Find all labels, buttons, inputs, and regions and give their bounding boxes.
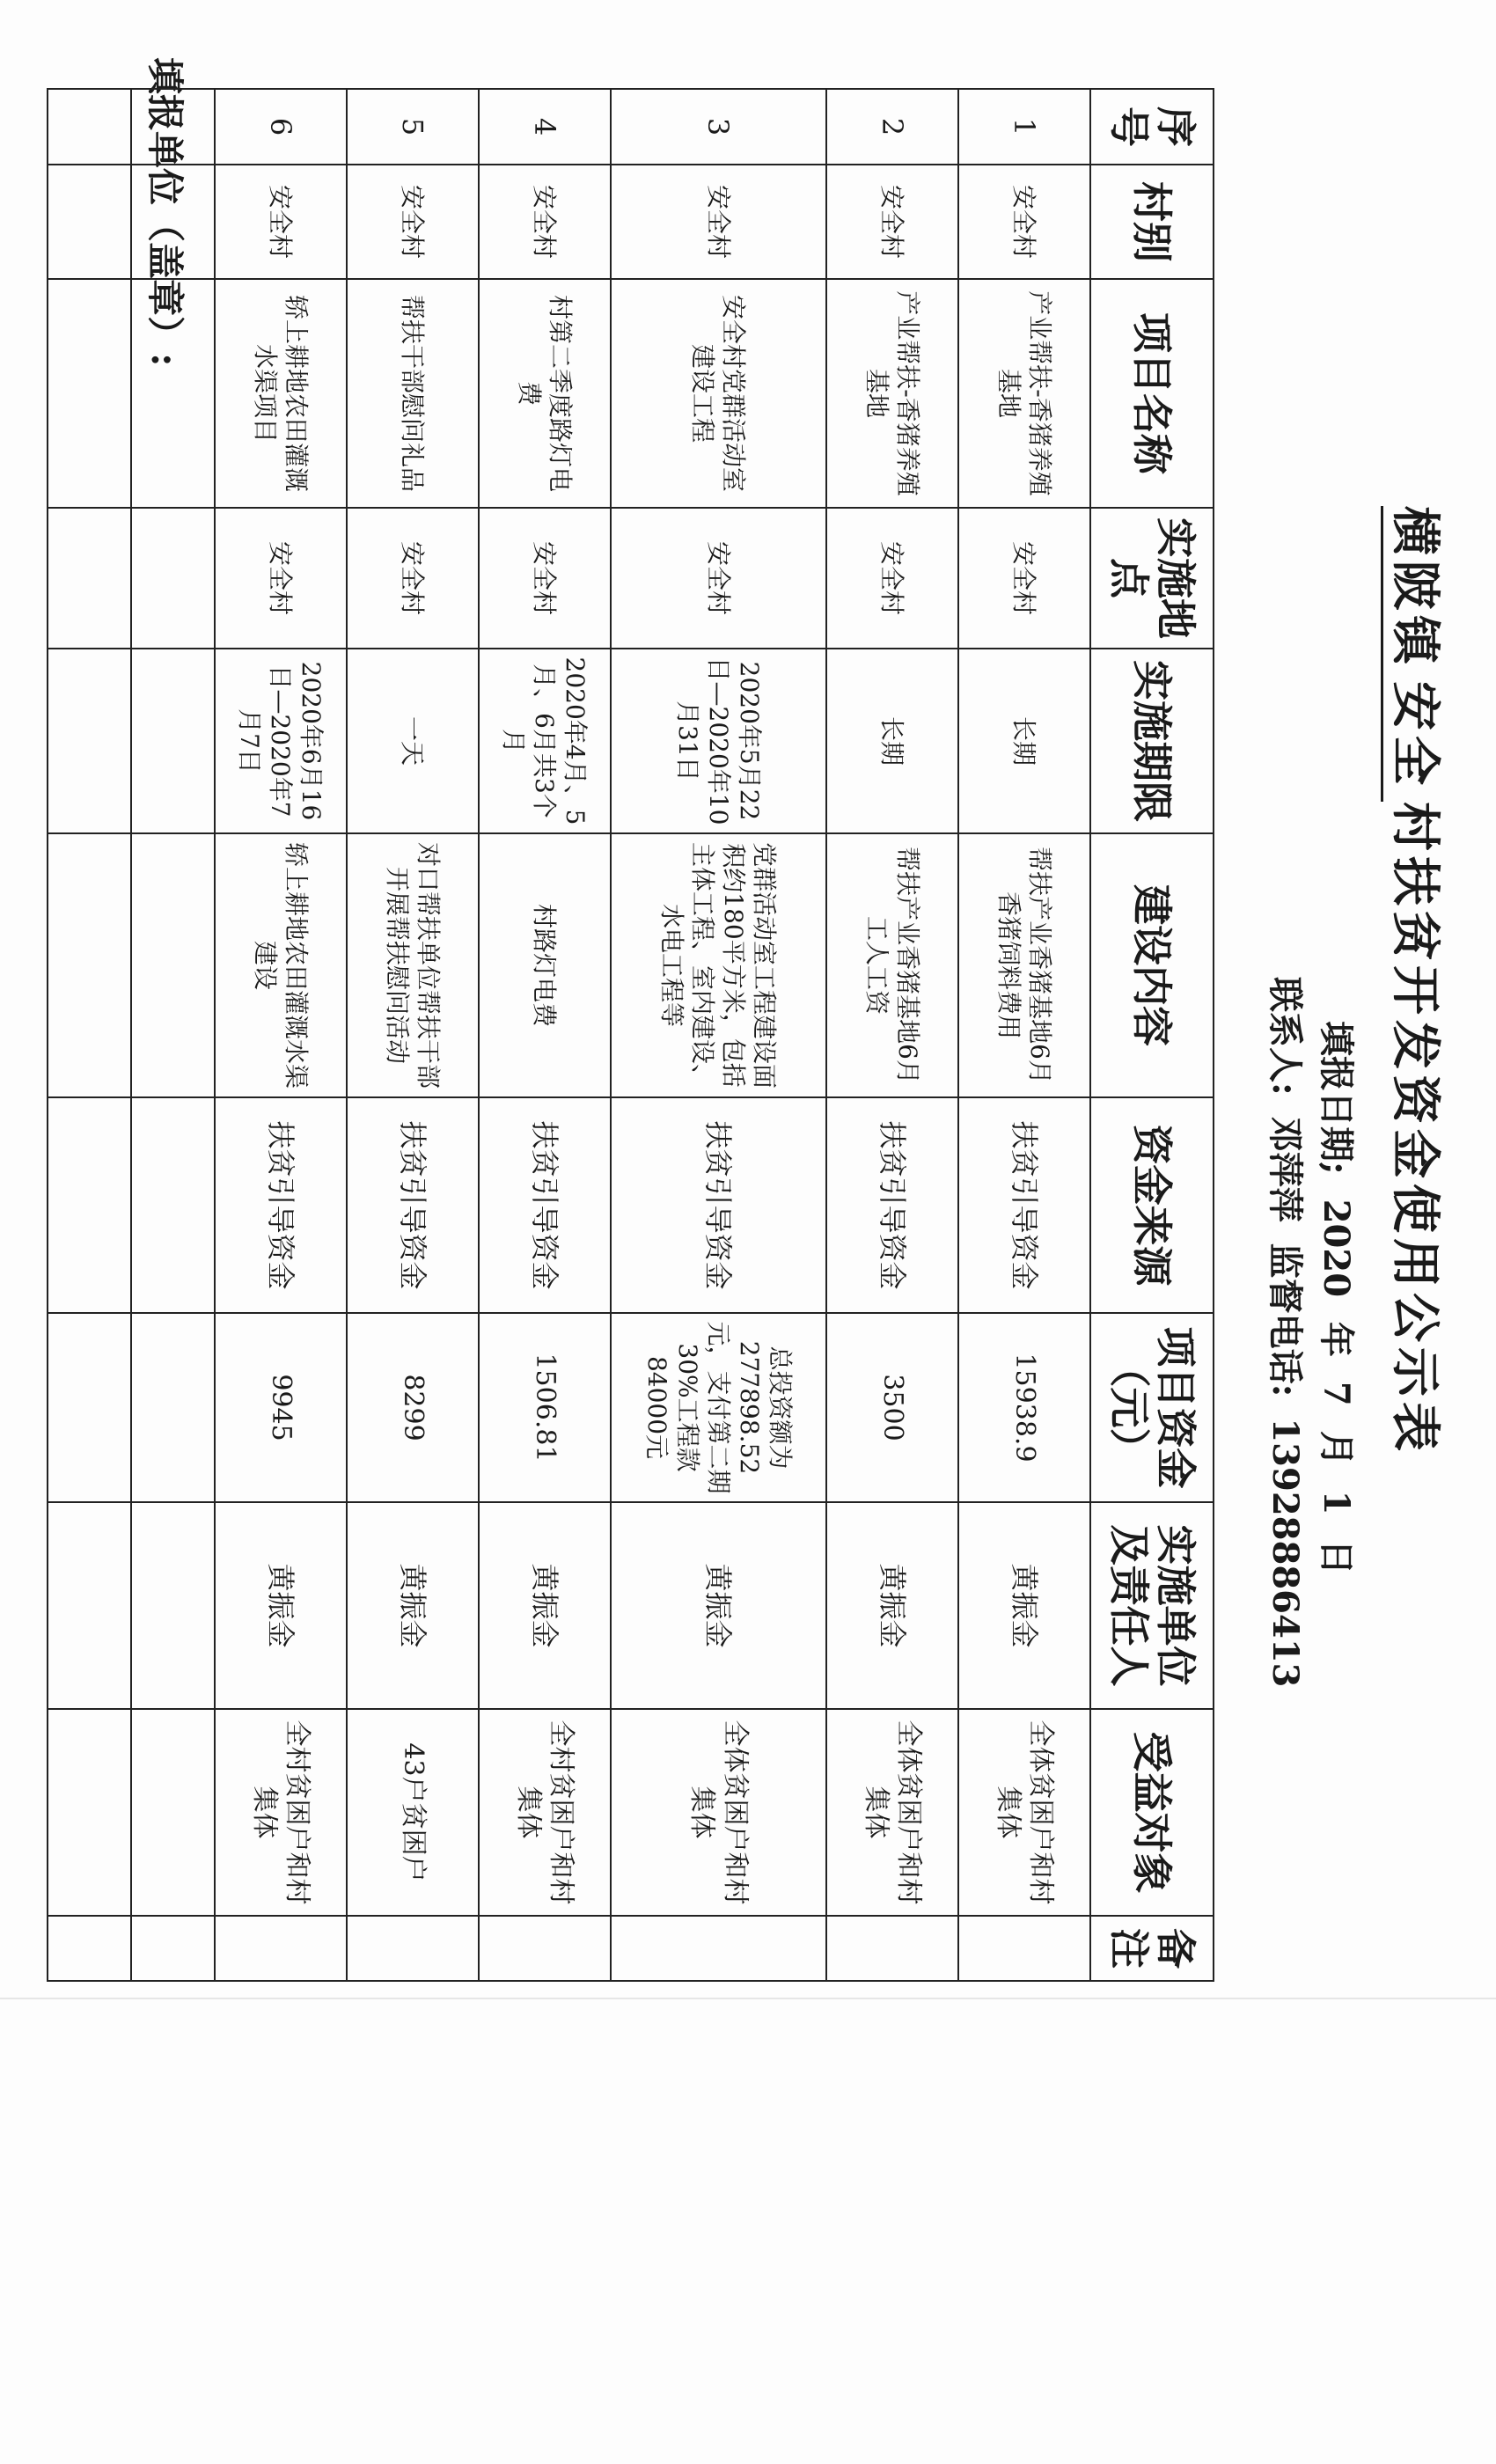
- empty-cell: [48, 279, 131, 508]
- cell-remark: [479, 1916, 611, 1981]
- cell-content: 轿上耕地农田灌溉水渠建设: [215, 833, 347, 1097]
- empty-cell: [48, 1097, 131, 1313]
- cell-village: 安全村: [215, 165, 347, 279]
- empty-cell: [131, 89, 215, 165]
- cell-location: 安全村: [826, 508, 958, 649]
- cell-beneficiary: 全村贫困户和村集体: [479, 1709, 611, 1916]
- report-date-line: [1314, 1021, 1364, 1587]
- cell-index: 1: [958, 89, 1090, 165]
- header-index: 序号: [1090, 89, 1214, 165]
- cell-index: 2: [826, 89, 958, 165]
- cell-period: 2020年4月、5月、6月共3个月: [479, 649, 611, 833]
- header-remark: 备注: [1090, 1916, 1214, 1981]
- table-row-empty: [48, 89, 131, 1981]
- cell-village: 安全村: [611, 165, 826, 279]
- report-date-month: 7: [1316, 1381, 1357, 1406]
- cell-village: 安全村: [958, 165, 1090, 279]
- table-row-empty: [131, 89, 215, 1981]
- phone-number: 13928886413: [1265, 1418, 1306, 1688]
- header-beneficiary: 受益对象: [1090, 1709, 1214, 1916]
- cell-beneficiary: 43户贫困户: [347, 1709, 479, 1916]
- cell-period: 2020年6月16日—2020年7月7日: [215, 649, 347, 833]
- empty-cell: [131, 279, 215, 508]
- report-date-day: 1: [1316, 1490, 1357, 1515]
- empty-cell: [48, 649, 131, 833]
- cell-index: 6: [215, 89, 347, 165]
- contact-name: 邓萍萍: [1265, 1116, 1306, 1222]
- cell-funds: 扶贫引导资金: [958, 1097, 1090, 1313]
- contact-label: 联系人:: [1265, 977, 1306, 1096]
- empty-cell: [131, 1916, 215, 1981]
- cell-responsible: 黄振金: [347, 1502, 479, 1709]
- cell-beneficiary: 全村贫困户和村集体: [215, 1709, 347, 1916]
- empty-cell: [131, 1313, 215, 1502]
- header-funds: 资金来源: [1090, 1097, 1214, 1313]
- empty-cell: [131, 833, 215, 1097]
- cell-content: 党群活动室工程建设面积约180平方米，包括主体工程、室内建设、水电工程等: [611, 833, 826, 1097]
- empty-cell: [48, 1313, 131, 1502]
- cell-amount: 15938.9: [958, 1313, 1090, 1502]
- cell-funds: 扶贫引导资金: [479, 1097, 611, 1313]
- cell-village: 安全村: [479, 165, 611, 279]
- cell-project: 村第二季度路灯电费: [479, 279, 611, 508]
- cell-remark: [347, 1916, 479, 1981]
- table-row: [958, 89, 1090, 1981]
- cell-funds: 扶贫引导资金: [611, 1097, 826, 1313]
- empty-cell: [48, 1916, 131, 1981]
- header-period: 实施期限: [1090, 649, 1214, 833]
- empty-cell: [131, 508, 215, 649]
- cell-amount: 9945: [215, 1313, 347, 1502]
- header-content: 建设内容: [1090, 833, 1214, 1097]
- title-suffix: 村扶贫开发资金使用公示表: [1386, 802, 1444, 1456]
- empty-cell: [48, 165, 131, 279]
- cell-beneficiary: 全体贫困户和村集体: [826, 1709, 958, 1916]
- cell-project: 轿上耕地农田灌溉水渠项目: [215, 279, 347, 508]
- cell-beneficiary: 全体贫困户和村集体: [958, 1709, 1090, 1916]
- cell-remark: [215, 1916, 347, 1981]
- empty-cell: [48, 1709, 131, 1916]
- table-row: [215, 89, 347, 1981]
- cell-remark: [611, 1916, 826, 1981]
- cell-amount: 3500: [826, 1313, 958, 1502]
- cell-funds: 扶贫引导资金: [826, 1097, 958, 1313]
- header-responsible: 实施单位及责任人: [1090, 1502, 1214, 1709]
- cell-index: 3: [611, 89, 826, 165]
- header-amount: 项目资金（元）: [1090, 1313, 1214, 1502]
- empty-cell: [131, 1709, 215, 1916]
- cell-project: 产业帮扶-香猪养殖基地: [958, 279, 1090, 508]
- cell-period: 一天: [347, 649, 479, 833]
- header-location: 实施地点: [1090, 508, 1214, 649]
- cell-village: 安全村: [826, 165, 958, 279]
- cell-remark: [958, 1916, 1090, 1981]
- cell-amount: 总投资额为277898.52元，支付第二期30%工程款84000元: [611, 1313, 826, 1502]
- cell-location: 安全村: [479, 508, 611, 649]
- empty-cell: [48, 1502, 131, 1709]
- table-row: [611, 89, 826, 1981]
- cell-responsible: 黄振金: [479, 1502, 611, 1709]
- funds-disclosure-table: [47, 88, 1214, 1982]
- contact-line: [1263, 977, 1313, 1697]
- empty-cell: [131, 1502, 215, 1709]
- cell-project: 帮扶干部慰问礼品: [347, 279, 479, 508]
- empty-cell: [131, 649, 215, 833]
- phone-label: 监督电话:: [1265, 1243, 1306, 1397]
- cell-village: 安全村: [347, 165, 479, 279]
- cell-location: 安全村: [958, 508, 1090, 649]
- table-row: [826, 89, 958, 1981]
- title-town: 横陂镇: [1381, 506, 1454, 670]
- cell-responsible: 黄振金: [826, 1502, 958, 1709]
- cell-project: 产业帮扶-香猪养殖基地: [826, 279, 958, 508]
- empty-cell: [48, 89, 131, 165]
- cell-index: 5: [347, 89, 479, 165]
- table-row: [479, 89, 611, 1981]
- cell-amount: 8299: [347, 1313, 479, 1502]
- cell-funds: 扶贫引导资金: [215, 1097, 347, 1313]
- cell-responsible: 黄振金: [611, 1502, 826, 1709]
- empty-cell: [48, 833, 131, 1097]
- cell-content: 帮扶产业香猪基地6月工人工资: [826, 833, 958, 1097]
- reporting-unit-label: 填报单位（盖章）:: [143, 57, 187, 367]
- cell-content: 帮扶产业香猪基地6月香猪饲料费用: [958, 833, 1090, 1097]
- report-date-label: 填报日期;: [1316, 1021, 1357, 1175]
- cell-funds: 扶贫引导资金: [347, 1097, 479, 1313]
- cell-period: 长期: [958, 649, 1090, 833]
- header-project: 项目名称: [1090, 279, 1214, 508]
- report-date-day-unit: 日: [1316, 1539, 1357, 1575]
- cell-content: 村路灯电费: [479, 833, 611, 1097]
- cell-amount: 1506.81: [479, 1313, 611, 1502]
- cell-project: 安全村党群活动室建设工程: [611, 279, 826, 508]
- cell-responsible: 黄振金: [958, 1502, 1090, 1709]
- empty-cell: [131, 1097, 215, 1313]
- cell-responsible: 黄振金: [215, 1502, 347, 1709]
- cell-index: 4: [479, 89, 611, 165]
- empty-cell: [48, 508, 131, 649]
- report-date-year-unit: 年: [1316, 1321, 1357, 1357]
- cell-location: 安全村: [611, 508, 826, 649]
- table-row: [347, 89, 479, 1981]
- page-title: [1381, 0, 1454, 1962]
- cell-remark: [826, 1916, 958, 1981]
- cell-content: 对口帮扶单位帮扶干部开展帮扶慰问活动: [347, 833, 479, 1097]
- header-village: 村别: [1090, 165, 1214, 279]
- title-village: 安全: [1381, 670, 1454, 802]
- cell-location: 安全村: [347, 508, 479, 649]
- report-date-month-unit: 月: [1316, 1430, 1357, 1466]
- empty-cell: [131, 165, 215, 279]
- cell-location: 安全村: [215, 508, 347, 649]
- report-date-year: 2020: [1316, 1199, 1357, 1298]
- cell-period: 长期: [826, 649, 958, 833]
- table-header-row: [1090, 89, 1214, 1981]
- cell-beneficiary: 全体贫困户和村集体: [611, 1709, 826, 1916]
- cell-period: 2020年5月22日—2020年10月31日: [611, 649, 826, 833]
